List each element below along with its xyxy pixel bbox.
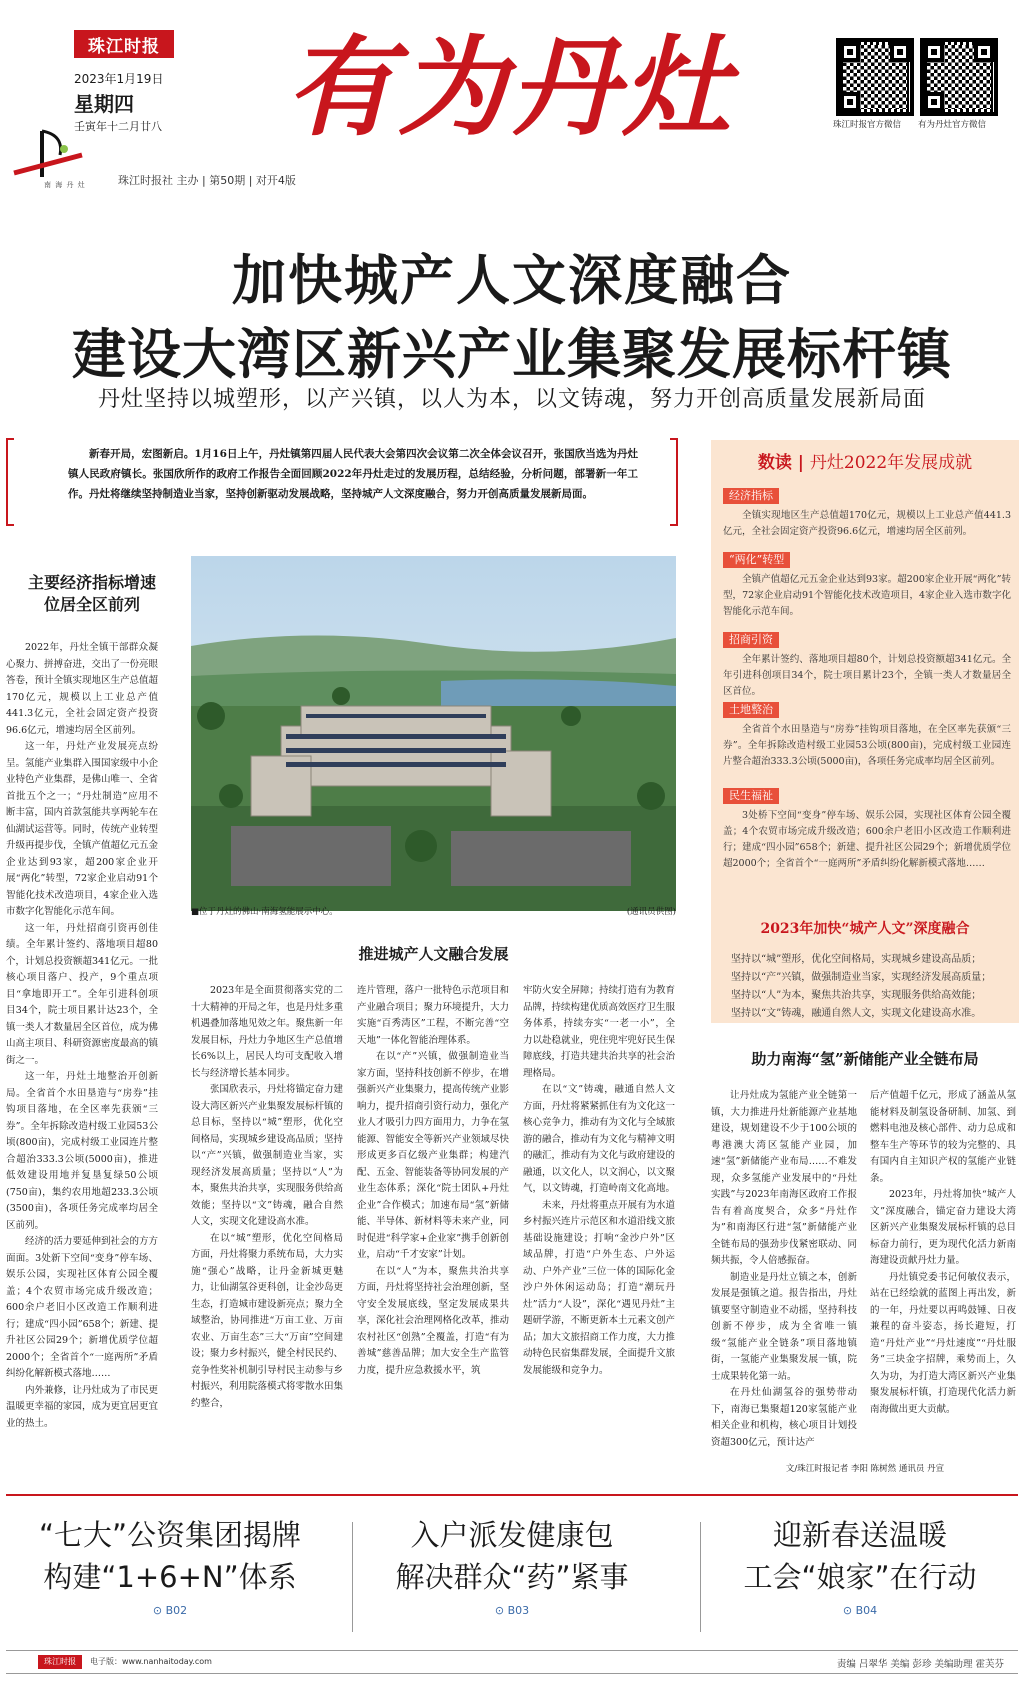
pillar-item: 坚持以“产”兴镇，做强制造业当家，实现经济发展高质量； [731,972,992,983]
footer-url[interactable]: 电子版：www.nanhaitoday.com [90,1657,212,1666]
lead-box [6,438,678,526]
subheadline: 丹灶坚持以城塑形，以产兴镇，以人为本，以文铸魂，努力开创高质量发展新局面 [97,387,926,412]
qr-caption: 珠江时报官方微信 [833,120,902,130]
page-ref[interactable]: ⊙ B04 [842,1604,878,1617]
lead-paragraph: 新春开局，宏图新启。1月16日上午，丹灶镇第四届人民代表大会第四次会议第二次全体会议召开，张国欣当选为丹灶镇人民政府镇长。张国欣所作的政府工作报告全面回顾2022年丹灶走过的发展历程，总结经验，分析问题，部署新一年工作。丹灶将继续坚持制造业当家，坚持创新驱动发展战略，坚持城产人文深度融合，努力开创高质量发展新局面。 [68,448,638,500]
left-column-title: 主要经济指标增速 位居全区前列 [27,573,156,614]
data-text: 全年累计签约、落地项目超80个，计划总投资额超341亿元。全年引进科创项目34个，院士项目累计23个，全镇一类人才数量居全区首位。 [723,654,1011,697]
data-panel [711,440,1019,1023]
tag-economy: 经济指标 [723,488,779,504]
teaser-b03[interactable]: 入户派发健康包 解决群众“药”紧事 ⊙ B03 [362,1514,662,1617]
publisher-line: 珠江时报社 主办 | 第50期 | 对开4版 [118,174,296,187]
byline: 文/珠江时报记者 李阳 陈树然 通讯员 丹宣 [785,1464,945,1474]
middle-column-2: 连片管理，落户一批特色示范项目和产业融合项目；聚力环境提升，大力实施“百秀湾区”工程，不断完善“空天地”一体化智能治理体系。 在以“产”兴镇，做强制造业当家方面，坚持科技创新不停步，在增强新兴产业集聚力，提高传统产业影响力，提升招商引资行动力，强化产业人才吸引力四方面用力，力争在氢能源、智能安全等新兴产业领域尽快形成更多百亿级产业集群；构建汽配、五金、智能装备等协同发展的产业生态体系；深化“院士团队+丹灶企业”合作模式；加速布局“氢”新储能、半导体、新材料等未来产业，同时促进“科学家+企业家”携手创新创业，启动“千才安家”计划。 在以“人”为本，聚焦共治共享方面，丹灶将坚持社会治理创新，坚守安全发展底线，坚定发展成果共享，深化社会治理网格化改革，推动农村社区“创熟”全覆盖，打造“有为善城”慈善品牌；加大安全生产监管力度，提升应急救援水平，筑 [357,985,510,1376]
footer-editors: 责编 吕翠华 美编 彭珍 美编助理 霍芙芬 [836,1659,1004,1670]
lunar-date: 壬寅年十二月廿八 [74,120,162,133]
teaser-divider [352,1522,353,1632]
middle-column-3: 牢防火安全屏障；持续打造有为教育品牌，持续构建优质高效医疗卫生服务体系，持续夯实“一老一小”，全力以赴稳就业，兜住兜牢兜好民生保障底线，打造共建共治共享的社会治理格局。 在以“文”铸魂，融通自然人文方面，丹灶将紧紧抓住有为文化这一核心竞争力，推动有为文化与全域旅游的融合，推动有为文化与精神文明的融汇，推动有为文化与政府建设的融通，以文化人，以文润心，以文聚气，以文铸魂，打造岭南文化高地。 未来，丹灶将重点开展有为水道乡村振兴连片示范区和水道沿线文旅基础设施建设；打响“金沙户外”区域品牌，打造“户外生态、户外运动、户外产业”三位一体的国际化金沙户外休闲运动岛；打造“潮玩丹灶”活力“人设”，深化“遇见丹灶”主题研学游，不断更新本土元素文创产品；加大文旅招商工作力度，大力推动特色民宿集群发展，全面提升文旅发展能级和竞争力。 [523,985,676,1376]
qr-code-icon[interactable] [836,38,914,116]
hydrogen-center-photo [191,556,676,911]
footer-logo: 珠江时报 [38,1655,82,1669]
headline-line1: 加快城产人文深度融合 [232,248,792,312]
section-divider [6,1494,1018,1496]
play-icon: ⊙ [842,1604,856,1617]
right-column-2: 后产值超千亿元，形成了涵盖从氢能材料及制氢设备研制、加氢、到燃料电池及核心部件、动力总成和整车生产等环节的较为完整的、具有国内自主知识产权的氢能产业链条。 2023年，丹灶将加快“城产人文”深度融合，锚定奋力建设大湾区新兴产业集聚发展标杆镇的总目标奋力前行，更为现代化活力新南海建设贡献丹灶力量。 丹灶镇党委书记何敏仪表示，站在已经绘就的蓝图上再出发，新的一年，丹灶要以再鸣鼓锤、日夜兼程的奋斗姿态，扬长避短，打造“丹灶产业”“丹灶速度”“丹灶服务”三块金字招牌，乘势而上，久久为功，为打造大湾区新兴产业集聚发展标杆镇，打造现代化活力新南海做出更大贡献。 [870,1090,1016,1415]
middle-section-title: 推进城产人文融合发展 [358,945,509,963]
issue-date: 2023年1月19日 [74,72,164,86]
left-column-body: 2022年，丹灶全镇干部群众凝心聚力、拼搏奋进，交出了一份亮眼答卷，预计全镇实现地区生产总值超170亿元，规模以上工业总产值441.3亿元，全社会固定资产投资96.6亿元，增速均居全区前列。 这一年，丹灶产业发展亮点纷呈。氢能产业集群入围国家级中小企业特色产业集群，是佛山唯一、全省首批五个之一；“丹灶制造”应用不断丰富，国内首款氢能共享两轮车在仙湖试运营等。同时，传统产业转型升级再提步伐，全镇产值超亿元五金企业达到93家，超200家企业开展“两化”转型，72家企业启动91个智能化技术改造项目，4家企业入选市数字化智能化示范车间。 这一年，丹灶招商引资再创佳绩。全年累计签约、落地项目超80个，计划总投资额超341亿元。一批核心项目落户、投产，9个重点项目“拿地即开工”。全年引进科创项目34个，院士项目累计达23个，全镇一类人才数量居全区首位，成为佛山高主项目、科研资源密度最高的镇街之一。 这一年，丹灶土地整治开创新局。全省首个水田垦造与“房券”挂钩项目落地，在全区率先获颁“三券”。全年拆除改造村级工业园53公顷(800亩)，完成村级工业园连片整合超治333.3公顷(5000亩)，推进低效建设用地并复垦复绿50公顷(750亩)，集约农用地超233.3公顷(3500亩)，各项任务完成率均居全区前列。 经济的活力要延伸到社会的方方面面。3处新下空间“变身”停车场、娱乐公园，实现社区体育公园全覆盖；4个农贸市场完成升级改造；600余户老旧小区改造工作顺利进行；建成“四小园”658个；新建、提升社区公园29个；新增优质学位超2000个；全省首个“一庭两所”矛盾纠纷化解新模式落地…… 内外兼修，让丹灶成为了市民更温暖更幸福的家园，成为更宜居更宜业的热土。 [6,642,159,1429]
mascot-caption: 南 海 丹 灶 [44,181,86,189]
teaser-divider [700,1522,701,1632]
data-text: 全镇实现地区生产总值超170亿元，规模以上工业总产值441.3亿元，全社会固定资产投资96.6亿元，增速均居全区前列。 [723,510,1011,537]
photo-credit: (通讯员供图) [626,907,676,917]
data-text: 全镇产值超亿元五金企业达到93家。超200家企业开展“两化”转型，72家企业启动91个智能化技术改造项目，4家企业入选市数字化智能化示范车间。 [723,574,1011,617]
play-icon: ⊙ [494,1604,508,1617]
pillar-item: 坚持以“城”塑形，优化空间格局，实现城乡建设高品质； [731,954,982,965]
data-text: 全省首个水田垦造与“房券”挂钩项目落地，在全区率先获颁“三券”。全年拆除改造村级工业园53公顷(800亩)，完成村级工业园连片整合超治333.3公顷(5000亩)，各项任务完成率均居全区前列。 [723,724,1011,767]
tag-land: 土地整治 [723,702,779,718]
middle-column-1: 2023年是全面贯彻落实党的二十大精神的开局之年，也是丹灶多重机遇叠加落地见效之年。聚焦新一年发展目标，丹灶力争地区生产总值增长6%以上，居民人均可支配收入增长与经济增长基本同步。 张国欣表示，丹灶将锚定奋力建设大湾区新兴产业集聚发展标杆镇的总目标，坚持以“城”塑形，优化空间格局，实现城乡建设高品质；坚持以“产”兴镇，做强制造业当家，实现经济发展高质量；坚持以“人”为本，聚焦共治共享，实现服务供给高效能；坚持以“文”铸魂，融合自然人文，实现文化建设高水准。 在以“城”塑形，优化空间格局方面，丹灶将聚力系统布局，大力实施“强心”战略，让丹金新城更魅力，让仙湖氢谷更科创，让金沙岛更生态，打造城市建设新亮点；聚力全域整治，协同推进“万亩工业、万亩农业、万亩生态”三大“万亩”空间建设；聚力乡村振兴，健全村民民约、竞争性奖补机制引导村民主动参与乡村振兴，利用院落模式将零散水田集约整合， [191,985,344,1409]
photo-caption: ■位于丹灶的佛山·南海氢能展示中心。 (通讯员供图) [191,907,676,917]
data-panel-subtitle: 2023年加快“城产人文”深度融合 [760,921,970,937]
masthead-title: 有为丹灶 [285,24,734,151]
tag-livelihood: 民生福祉 [723,788,779,804]
pillar-item: 坚持以“人”为本，聚焦共治共享，实现服务供给高效能； [731,990,982,1001]
right-column-1: 让丹灶成为氢能产业全链第一镇，大力推进丹灶新能源产业基地建设，规划建设不少于100公顷的粤港澳大湾区氢能产业园，加速“氢”新储能产业布局……不难发现，众多氢能产业发展中的“丹灶实践”与2023年南海区政府工作报告有着高度契合，众多“丹灶作为”和南海区行进“氢”新储能产业全链布局的强劲步伐紧密联动、同频共振，令人倍感振奋。 制造业是丹灶立镇之本，创新发展是强镇之道。报告指出，丹灶镇要坚守制造业不动摇，坚持科技创新不停步，成为全省唯一镇级“氢能产业全链条”项目落地镇街，一氢能产业集聚发展一镇，院士成果转化第一站。 在丹灶仙湖氢谷的强势带动下，南海已集聚超120家氢能产业相关企业和机构，核心项目计划投资超300亿元，预计达产 [711,1090,857,1448]
weekday: 星期四 [74,92,134,116]
footer-bar [6,1650,1018,1674]
page-ref[interactable]: ⊙ B03 [494,1604,530,1617]
qr-code-icon[interactable] [920,38,998,116]
qr-caption: 有为丹灶官方微信 [918,120,987,130]
tag-investment: 招商引资 [723,632,779,648]
tag-transformation: “两化”转型 [723,552,790,568]
page-ref[interactable]: ⊙ B02 [152,1604,188,1617]
data-panel-title: 数读 | 丹灶2022年发展成就 [757,453,973,473]
pillar-item: 坚持以“文”铸魂，融通自然人文，实现文化建设高水准。 [731,1008,982,1019]
data-text: 3处桥下空间“变身”停车场、娱乐公园，实现社区体育公园全覆盖；4个农贸市场完成升级改造；600余户老旧小区改造工作顺利进行；建成“四小园”658个；新建、提升社区公园29个；新增优质学位超2000个；全省首个“一庭两所”矛盾纠纷化解新模式落地…… [723,810,1011,869]
teaser-b04[interactable]: 迎新春送温暖 工会“娘家”在行动 ⊙ B04 [710,1514,1010,1617]
headline-line2: 建设大湾区新兴产业集聚发展标杆镇 [72,322,952,386]
play-icon: ⊙ [152,1604,166,1617]
teaser-b02[interactable]: “七大”公资集团揭牌 构建“1+6+N”体系 ⊙ B02 [20,1514,320,1617]
newspaper-logo: 珠江时报 [74,30,174,58]
right-article-title: 助力南海“氢”新储能产业全链布局 [751,1050,979,1068]
